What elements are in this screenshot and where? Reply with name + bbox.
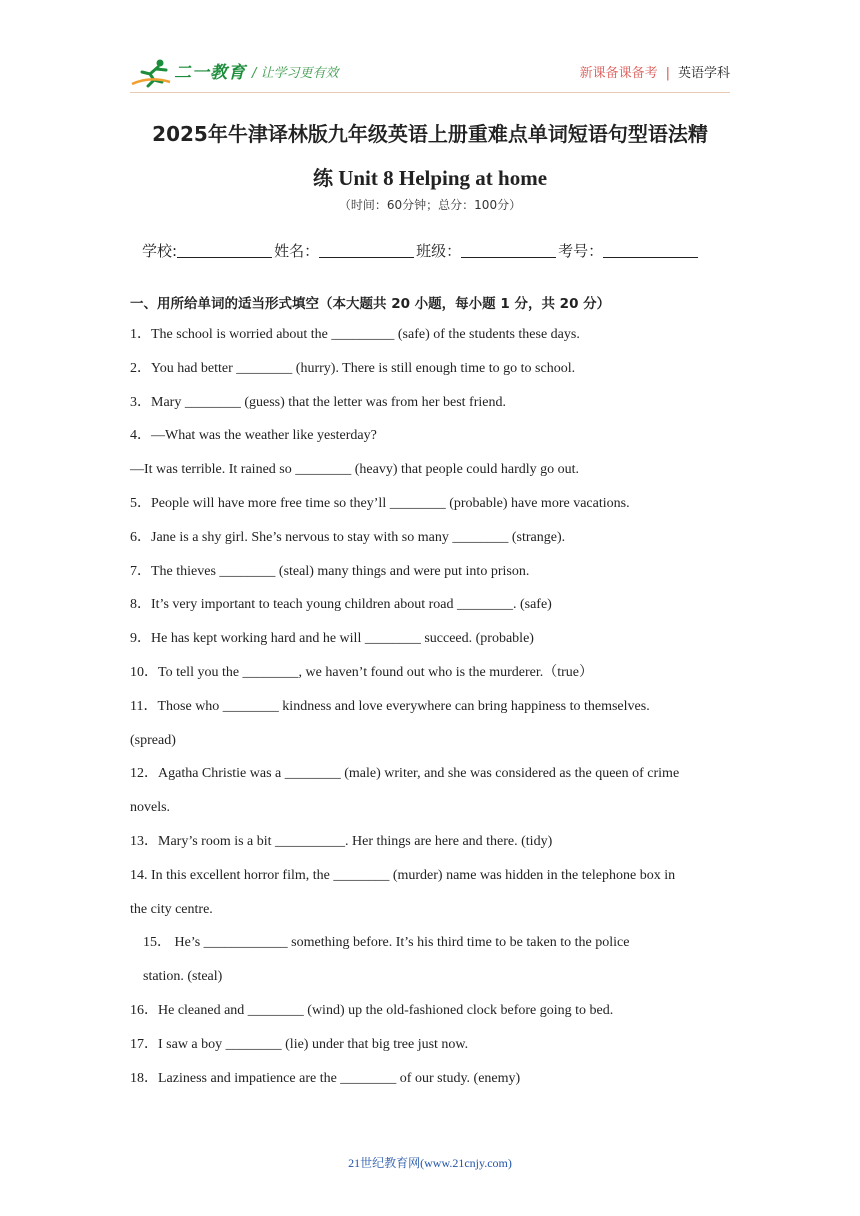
page-title	[110, 112, 750, 200]
question-line: 1．The school is worried about the _________ (safe) of the students these days.	[130, 327, 580, 342]
question-line: 11．Those who ________ kindness and love everywhere can bring happiness to themselves.	[130, 698, 650, 714]
question-line: 7．The thieves ________ (steal) many things and were put into prison.	[130, 563, 530, 579]
question-line: 10．To tell you the ________, we haven’t found out who is the murderer.（true）	[130, 664, 594, 680]
question-line: 16．He cleaned and ________ (wind) up the old-fashioned clock before going to bed.	[130, 1002, 614, 1018]
name-field	[319, 257, 414, 258]
logo-text: 二一教育	[174, 63, 246, 83]
question-line: 9．He has kept working hard and he will ________ succeed. (probable)	[130, 631, 534, 647]
class-label: 班级：	[416, 242, 462, 260]
question-line: —It was terrible. It rained so ________ (heavy) that people could hardly go out.	[130, 462, 580, 478]
question-line: 2．You had better ________ (hurry). There is still enough time to go to school.	[130, 360, 576, 376]
exam-number-field	[603, 257, 698, 258]
question-line: station. (steal)	[143, 969, 223, 985]
question-line: the city centre.	[130, 901, 213, 917]
question-line: 3．Mary ________ (guess) that the letter was from her best friend.	[130, 394, 506, 410]
question-line: (spread)	[130, 732, 176, 748]
header-subject	[580, 62, 730, 81]
title-line-2-en: Unit 8 Helping at home	[332, 166, 548, 190]
title-line-2-cn: 练	[312, 166, 333, 190]
header-separator: |	[665, 66, 670, 81]
question-line: 18．Laziness and impatience are the ________ of our study. (enemy)	[130, 1070, 521, 1086]
header-slogan: / 让学习更有效	[252, 66, 339, 81]
question-line: 12．Agatha Christie was a ________ (male) writer, and she was considered as the queen of crime	[130, 766, 680, 782]
question-line: 5．People will have more free time so they’ll ________ (probable) have more vacations.	[130, 495, 630, 511]
question-line: 6．Jane is a shy girl. She’s nervous to stay with so many ________ (strange).	[130, 529, 566, 545]
school-field	[177, 257, 272, 258]
question-line: 14. In this excellent horror film, the ________ (murder) name was hidden in the telephone box in	[130, 867, 676, 883]
header-tagline: 新课备课备考	[579, 66, 658, 81]
question-line: novels.	[130, 800, 171, 816]
exam-time-score: （时间：60分钟；总分：100分）	[338, 198, 522, 212]
header-subject-label: 英语学科	[677, 66, 730, 81]
exam-number-label: 考号：	[558, 242, 604, 260]
section-title: 一、用所给单词的适当形式填空（本大题共 20 小题，每小题 1 分，共 20 分）	[130, 296, 611, 312]
question-line: 15． He’s ____________ something before. It’s his third time to be taken to the police	[143, 935, 630, 951]
question-line: 17．I saw a boy ________ (lie) under that big tree just now.	[130, 1036, 469, 1052]
title-line-2	[110, 156, 750, 200]
page-footer[interactable]: 21世纪教育网(www.21cnjy.com)	[348, 1156, 512, 1170]
title-line-1: 2025年牛津译林版九年级英语上册重难点单词短语句型语法精	[152, 122, 708, 146]
question-line: 8．It’s very important to teach young children about road ________. (safe)	[130, 597, 552, 613]
class-field	[461, 257, 556, 258]
question-list	[130, 318, 732, 1095]
school-label: 学校:	[142, 242, 178, 260]
name-label: 姓名：	[274, 242, 320, 260]
question-line: 4．—What was the weather like yesterday?	[130, 428, 377, 444]
student-info-row	[142, 240, 700, 261]
question-line: 13．Mary’s room is a bit __________. Her things are here and there. (tidy)	[130, 833, 553, 849]
page-header	[130, 52, 730, 93]
